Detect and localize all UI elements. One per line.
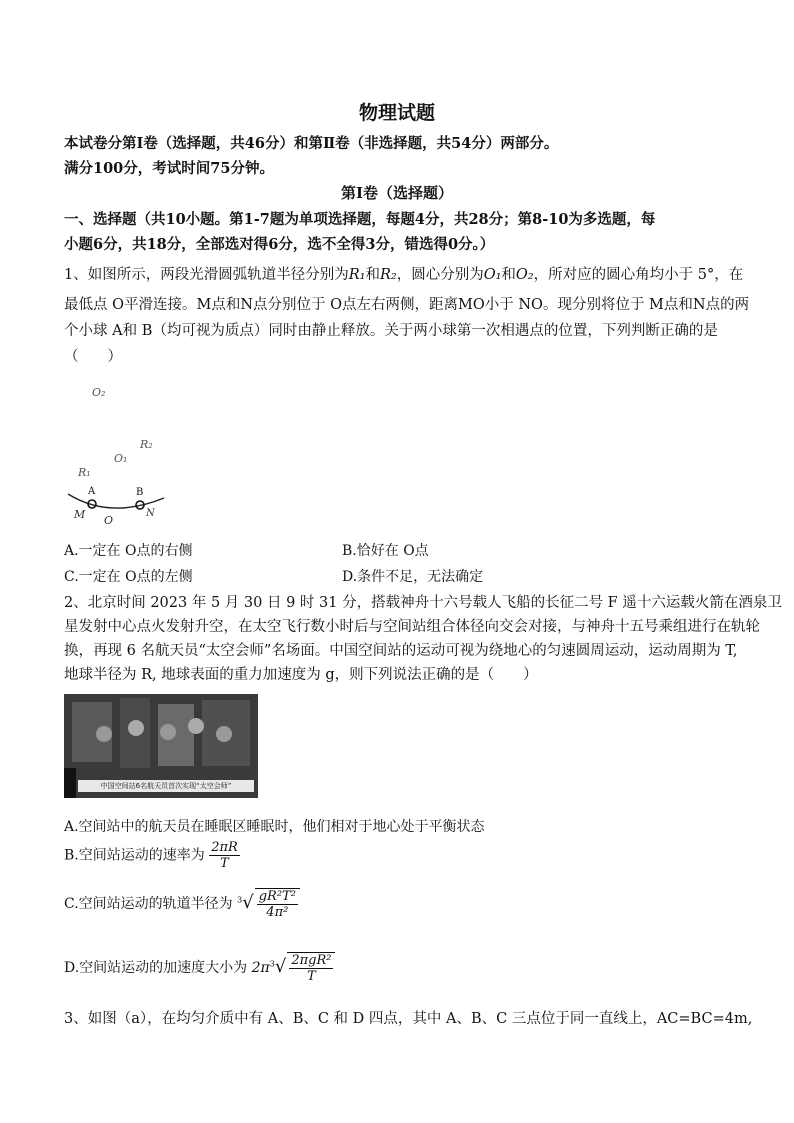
q2-option-b[interactable]: B.空间站运动的速率为 $\frac{2\pi R}{T}$ — [64, 840, 238, 871]
label-o1: O₁ — [114, 452, 128, 465]
intro-line-1: 本试卷分第Ⅰ卷（选择题，共46分）和第Ⅱ卷（非选择题，共54分）两部分。 — [64, 135, 559, 152]
label-m: M — [74, 508, 86, 521]
q2-line-3: 换，再现 6 名航天员“太空会师”名场面。中国空间站的运动可视为绕地心的匀速圆周运动，运动周期为 T, — [64, 643, 738, 659]
q2-line-4: 地球半径为 R, 地球表面的重力加速度为 g，则下列说法正确的是（ ） — [64, 667, 538, 683]
q3-line-1: 3、如图（a），在均匀介质中有 A、B、C 和 D 四点，其中 A、B、C 三点位于同一直线上，AC=BC=4m, — [64, 1011, 753, 1027]
part1-line-2: 小题6分，共18分，全部选对得6分，选不全得3分，错选得0分。） — [64, 236, 495, 253]
r1-symbol: R₁ — [348, 267, 366, 283]
q2-option-a[interactable]: A.空间站中的航天员在睡眠区睡眠时，他们相对于地心处于平衡状态 — [64, 819, 485, 835]
q1-option-b[interactable]: B.恰好在 O点 — [342, 543, 429, 559]
q1-line-2: 最低点 O平滑连接。M点和N点分别位于 O点左右两侧，距离MO小于 NO。现分别将位于 M点和N点的两 — [64, 297, 750, 313]
label-b: B — [136, 487, 144, 498]
q2-option-d[interactable]: D.空间站运动的加速度大小为 $2\pi^3√$ $\frac{\text{2πgR²}}{T}$ — [64, 952, 335, 984]
label-r2: R₂ — [140, 438, 153, 451]
o1-symbol: O₁ — [483, 267, 502, 283]
q2-astronaut-photo — [64, 694, 258, 798]
q1-line-4: （ ） — [64, 349, 122, 365]
q2-line-1: 2、北京时间 2023 年 5 月 30 日 9 时 31 分，搭载神舟十六号载人飞船的长征二号 F 遥十六运载火箭在酒泉卫 — [64, 595, 782, 611]
q1-track-diagram — [64, 378, 174, 528]
page-title: 物理试题 — [358, 102, 435, 124]
label-o: O — [104, 514, 114, 527]
section-title: 第Ⅰ卷（选择题） — [340, 184, 454, 202]
label-r1: R₁ — [78, 466, 91, 479]
q1-line-3: 个小球 A和 B（均可视为质点）同时由静止释放。关于两小球第一次相遇点的位置，下列判断正确的是 — [64, 323, 718, 339]
q2-line-2: 星发射中心点火发射升空，在太空飞行数小时后与空间站组合体径向交会对接，与神舟十五号乘组进行在轨轮 — [64, 619, 760, 635]
option-b-fraction: $\frac{2\pi R}{T}$ — [211, 840, 238, 871]
q2-option-c[interactable]: C.空间站运动的轨道半径为 $^3$√ $\frac{\text{gR²T²}}{\text{4π²}}$ — [64, 888, 300, 920]
option-d-radical: $\frac{\text{2πgR²}}{T}$ — [287, 952, 335, 984]
r2-symbol: R₂ — [379, 267, 397, 283]
o2-symbol: O₂ — [515, 267, 534, 283]
intro-line-2: 满分100分，考试时间75分钟。 — [64, 160, 274, 177]
q1-option-a[interactable]: A.一定在 O点的右侧 — [64, 543, 193, 559]
part1-line-1: 一、选择题（共10小题。第1-7题为单项选择题，每题4分，共28分；第8-10为多选题，每 — [64, 211, 656, 228]
photo-caption: 中国空间站6名航天员首次实现“太空会师” — [78, 780, 254, 792]
option-c-radical: $\frac{\text{gR²T²}}{\text{4π²}}$ — [255, 888, 300, 920]
label-o2: O₂ — [92, 386, 106, 399]
q1-option-c[interactable]: C.一定在 O点的左侧 — [64, 569, 193, 585]
q1-option-d[interactable]: D.条件不足，无法确定 — [342, 569, 484, 585]
label-a: A — [88, 486, 96, 497]
q1-line-1: 1、如图所示，两段光滑圆弧轨道半径分别为R₁和R₂，圆心分别为O₁和O₂，所对应的圆心角均小于 5°，在 — [64, 267, 744, 283]
label-n: N — [146, 508, 155, 519]
arc-track — [68, 494, 164, 508]
